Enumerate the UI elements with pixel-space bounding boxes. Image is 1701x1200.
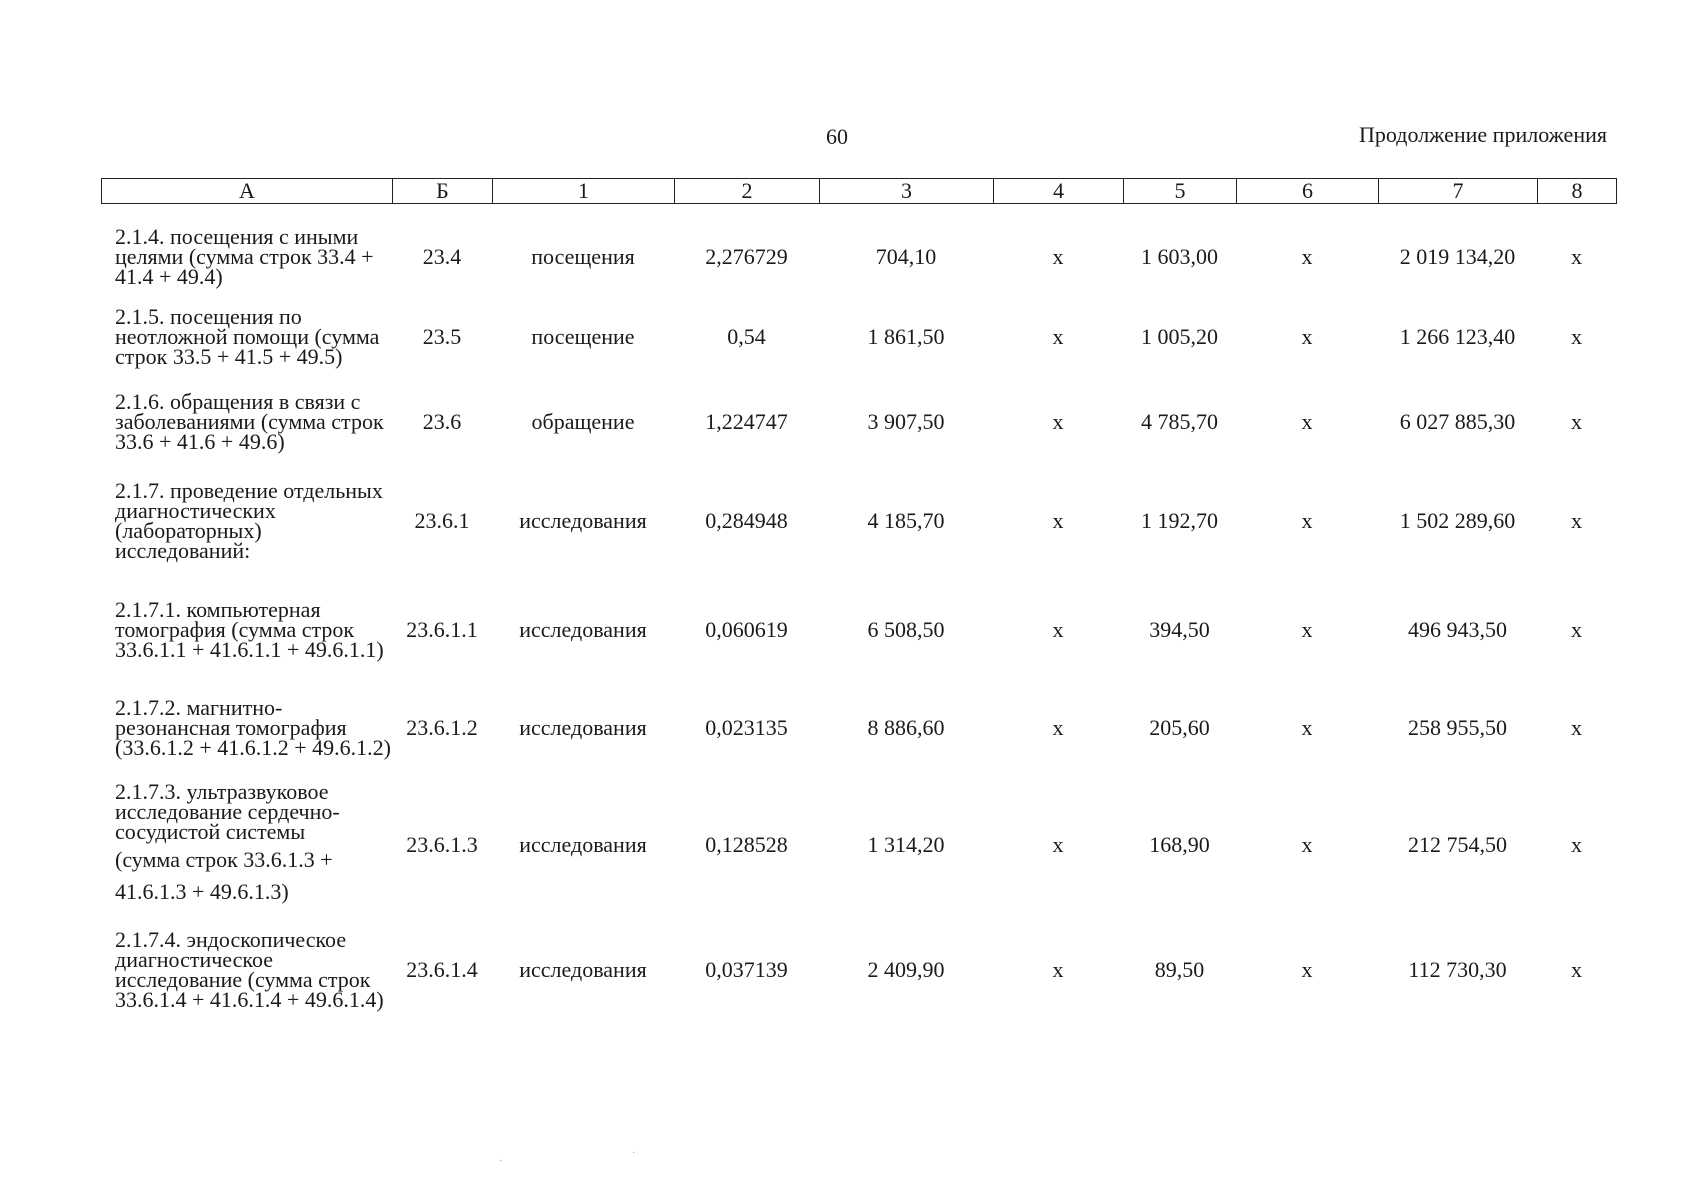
table-row [101, 680, 1616, 775]
value-col-3: 4 185,70 [867, 508, 945, 533]
value-col-3: 1 861,50 [867, 324, 945, 349]
value-col-7: 6 027 885,30 [1399, 409, 1516, 434]
value-col-4: х [1052, 244, 1064, 269]
value-col-8: х [1571, 832, 1582, 857]
value-col-6: х [1301, 714, 1313, 740]
row-code: 23.6 [422, 409, 462, 434]
unit-cell: исследования [519, 957, 647, 982]
data-table [101, 222, 1616, 1025]
table-row [101, 580, 1616, 680]
row-description: 2.1.7.3. ультразвуковое исследование сердечно-сосудистой системы [115, 779, 340, 844]
value-col-2: 1,224747 [705, 409, 788, 434]
value-col-8: х [1571, 409, 1582, 434]
column-header: 1 [493, 179, 675, 204]
value-col-7: 112 730,30 [1408, 957, 1507, 982]
column-header-table [101, 178, 1617, 204]
value-col-4: х [1052, 617, 1064, 642]
row-description: 2.1.6. обращения в связи с заболеваниями (сумма строк 33.6 + 41.6 + 49.6) [115, 389, 384, 454]
value-col-6: х [1301, 617, 1313, 642]
value-col-2: 0,037139 [705, 957, 788, 982]
value-col-2: 2,276729 [705, 244, 788, 269]
value-col-7: 258 955,50 [1408, 714, 1507, 740]
row-description-cell [101, 292, 392, 382]
table-row [101, 222, 1616, 292]
column-header: 3 [820, 179, 994, 204]
scan-speck: · [632, 1148, 636, 1159]
row-description-cell [101, 222, 392, 292]
value-col-6: х [1301, 832, 1313, 857]
value-col-3: 2 409,90 [867, 957, 945, 982]
value-col-5: 168,90 [1149, 832, 1210, 857]
value-col-2: 0,023135 [705, 714, 788, 740]
row-description: 2.1.7. проведение отдельных диагностических (лабораторных) исследований: [115, 478, 383, 563]
row-code: 23.6.1.1 [406, 617, 478, 642]
row-description-cell [101, 775, 392, 915]
row-description-cell [101, 680, 392, 775]
row-description-cell [101, 580, 392, 680]
value-col-3: 8 886,60 [867, 714, 945, 740]
page-number: 60 [826, 124, 848, 149]
row-description: 2.1.7.4. эндоскопическое диагностическое исследование (сумма строк 33.6.1.4 + 41.6.1.4 + 49.6.1.4) [115, 927, 384, 1012]
value-col-6: х [1301, 508, 1313, 533]
value-col-4: х [1052, 832, 1064, 857]
value-col-5: 394,50 [1149, 617, 1210, 642]
unit-cell: посещение [531, 324, 635, 349]
row-code: 23.6.1.2 [406, 714, 478, 740]
column-header: А [102, 179, 393, 204]
value-col-4: х [1052, 409, 1064, 434]
row-code: 23.4 [422, 244, 462, 269]
value-col-5: 1 192,70 [1141, 508, 1218, 533]
column-header: 8 [1538, 179, 1617, 204]
value-col-2: 0,060619 [705, 617, 788, 642]
column-header: 7 [1379, 179, 1538, 204]
value-col-5: 89,50 [1154, 957, 1205, 982]
value-col-7: 496 943,50 [1408, 617, 1507, 642]
unit-cell: исследования [519, 832, 647, 857]
value-col-6: х [1301, 244, 1313, 269]
column-header: 6 [1237, 179, 1379, 204]
column-header: 5 [1124, 179, 1237, 204]
column-header: 2 [675, 179, 820, 204]
row-description: 2.1.7.2. магнитно-резонансная томография (33.6.1.2 + 41.6.1.2 + 49.6.1.2) [115, 694, 391, 760]
value-col-2: 0,284948 [705, 508, 788, 533]
row-description-cell [101, 382, 392, 462]
row-code: 23.6.1.4 [406, 957, 478, 982]
row-code: 23.6.1.3 [406, 832, 478, 857]
value-col-7: 2 019 134,20 [1399, 244, 1516, 269]
value-col-4: х [1052, 324, 1064, 349]
row-description-note: (сумма строк 33.6.1.3 + 41.6.1.3 + 49.6.1.3) [115, 847, 333, 904]
scan-speck: · [499, 1156, 503, 1167]
value-col-5: 4 785,70 [1141, 409, 1218, 434]
row-description-cell [101, 915, 392, 1025]
value-col-8: х [1571, 244, 1582, 269]
value-col-7: 1 502 289,60 [1399, 508, 1516, 533]
value-col-8: х [1571, 508, 1582, 533]
unit-cell: исследования [519, 714, 647, 740]
table-row [101, 462, 1616, 580]
value-col-3: 3 907,50 [867, 409, 945, 434]
value-col-8: х [1571, 324, 1582, 349]
row-description: 2.1.7.1. компьютерная томография (сумма строк 33.6.1.1 + 41.6.1.1 + 49.6.1.1) [115, 597, 384, 662]
table-row [101, 292, 1616, 382]
value-col-8: х [1571, 714, 1582, 740]
value-col-5: 1 603,00 [1141, 244, 1218, 269]
value-col-8: х [1571, 617, 1582, 642]
row-description-cell [101, 462, 392, 580]
row-code: 23.5 [422, 324, 462, 349]
value-col-6: х [1301, 324, 1313, 349]
row-description: 2.1.4. посещения с иными целями (сумма строк 33.4 + 41.4 + 49.4) [115, 224, 374, 289]
row-description: 2.1.5. посещения по неотложной помощи (сумма строк 33.5 + 41.5 + 49.5) [115, 304, 380, 369]
value-col-6: х [1301, 409, 1313, 434]
value-col-3: 704,10 [875, 244, 937, 269]
column-header-row [102, 179, 1617, 204]
value-col-5: 205,60 [1149, 714, 1210, 740]
unit-cell: обращение [531, 409, 635, 434]
column-header: Б [393, 179, 493, 204]
value-col-7: 1 266 123,40 [1399, 324, 1516, 349]
value-col-4: х [1052, 957, 1064, 982]
table-row [101, 775, 1616, 915]
value-col-5: 1 005,20 [1141, 324, 1218, 349]
value-col-3: 1 314,20 [867, 832, 945, 857]
value-col-2: 0,128528 [705, 832, 788, 857]
value-col-8: х [1571, 957, 1582, 982]
table-row [101, 382, 1616, 462]
table-row [101, 915, 1616, 1025]
unit-cell: посещения [531, 244, 635, 269]
column-header: 4 [994, 179, 1124, 204]
unit-cell: исследования [519, 508, 647, 533]
continuation-label: Продолжение приложения [1359, 122, 1607, 147]
value-col-3: 6 508,50 [867, 617, 945, 642]
value-col-2: 0,54 [727, 324, 766, 349]
row-code: 23.6.1 [414, 508, 470, 533]
unit-cell: исследования [519, 617, 647, 642]
value-col-7: 212 754,50 [1408, 832, 1507, 857]
value-col-4: х [1052, 508, 1064, 533]
value-col-6: х [1301, 957, 1313, 982]
value-col-4: х [1052, 714, 1064, 740]
